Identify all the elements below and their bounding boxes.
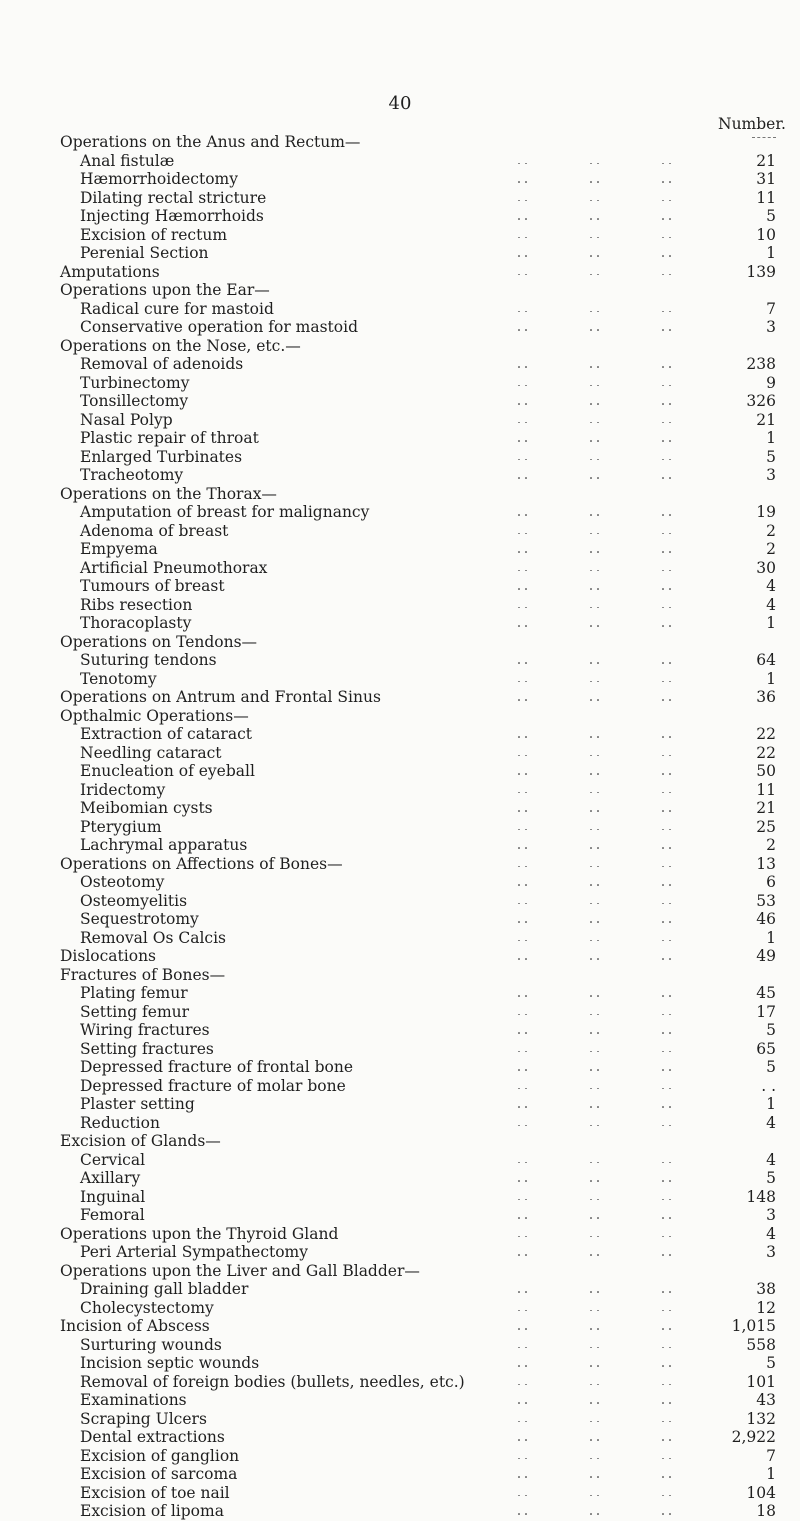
row-label: Anal fistulæ xyxy=(80,152,178,171)
row-value: 17 xyxy=(756,1002,776,1021)
table-row xyxy=(0,1373,800,1392)
row-label: Excision of toe nail xyxy=(80,1484,234,1503)
row-label: Hæmorrhoidectomy xyxy=(80,170,242,189)
row-label: Reduction xyxy=(80,1114,164,1133)
row-value: 11 xyxy=(756,780,776,799)
table-row xyxy=(0,559,800,578)
table-row xyxy=(0,966,800,985)
table-row xyxy=(0,355,800,374)
row-label: Surturing wounds xyxy=(80,1336,226,1355)
row-label: Osteotomy xyxy=(80,873,168,892)
table-row xyxy=(0,466,800,485)
row-label: Adenoma of breast xyxy=(80,522,232,541)
row-label: Tracheotomy xyxy=(80,466,187,485)
table-row xyxy=(0,1095,800,1114)
row-label: Plating femur xyxy=(80,984,192,1003)
table-row xyxy=(0,1077,800,1096)
row-label: Operations on Tendons— xyxy=(60,633,261,652)
table-row xyxy=(0,503,800,522)
row-value: 2 xyxy=(766,540,776,558)
table-row xyxy=(0,1391,800,1410)
table-row xyxy=(0,392,800,411)
table-row xyxy=(0,540,800,559)
table-row xyxy=(0,244,800,263)
table-row xyxy=(0,725,800,744)
row-label: Enlarged Turbinates xyxy=(80,448,246,467)
table-row xyxy=(0,577,800,596)
table-row xyxy=(0,1188,800,1207)
row-label: Conservative operation for mastoid xyxy=(80,318,362,337)
row-value: 11 xyxy=(756,188,776,207)
row-value: 101 xyxy=(746,1372,776,1391)
row-value: 21 xyxy=(756,151,776,170)
row-value: 13 xyxy=(756,854,776,873)
row-value: 46 xyxy=(756,910,776,928)
row-value: 21 xyxy=(756,410,776,429)
row-label: Depressed fracture of molar bone xyxy=(80,1077,350,1096)
row-value: 326 xyxy=(746,392,776,410)
row-value: 22 xyxy=(756,725,776,743)
row-value: 4 xyxy=(766,577,776,595)
operations-table xyxy=(0,133,800,1521)
row-label: Amputations xyxy=(60,263,164,282)
table-row xyxy=(0,1465,800,1484)
row-value: 18 xyxy=(756,1502,776,1520)
table-row xyxy=(0,596,800,615)
row-label: Empyema xyxy=(80,540,162,559)
row-value: 19 xyxy=(756,503,776,521)
row-value: 238 xyxy=(746,355,776,373)
table-row xyxy=(0,1336,800,1355)
table-row xyxy=(0,300,800,319)
row-value: 5 xyxy=(766,207,776,225)
row-value: 5 xyxy=(766,1058,776,1076)
table-row xyxy=(0,651,800,670)
row-value: 2 xyxy=(766,521,776,540)
row-label: Tumours of breast xyxy=(80,577,229,596)
row-value: 3 xyxy=(766,1243,776,1261)
row-value: 38 xyxy=(756,1280,776,1298)
row-label: Operations on the Nose, etc.— xyxy=(60,337,305,356)
table-row xyxy=(0,1169,800,1188)
row-value: 139 xyxy=(746,262,776,281)
row-value: 104 xyxy=(746,1483,776,1502)
row-label: Incision of Abscess xyxy=(60,1317,214,1336)
row-label: Axillary xyxy=(80,1169,144,1188)
row-value: 4 xyxy=(766,1113,776,1132)
table-row xyxy=(0,411,800,430)
row-value: 9 xyxy=(766,373,776,392)
row-value: 50 xyxy=(756,762,776,780)
row-value: 558 xyxy=(746,1335,776,1354)
table-row xyxy=(0,1243,800,1262)
table-row xyxy=(0,1114,800,1133)
table-row xyxy=(0,836,800,855)
row-value: 7 xyxy=(766,299,776,318)
table-row xyxy=(0,318,800,337)
row-label: Operations upon the Thyroid Gland xyxy=(60,1225,342,1244)
table-row xyxy=(0,152,800,171)
row-value: 4 xyxy=(766,1150,776,1169)
row-label: Perenial Section xyxy=(80,244,213,263)
row-label: Thoracoplasty xyxy=(80,614,195,633)
table-row xyxy=(0,1206,800,1225)
row-value: 1 xyxy=(766,1465,776,1483)
row-value: 25 xyxy=(756,817,776,836)
row-label: Dilating rectal stricture xyxy=(80,189,270,208)
page-number: 40 xyxy=(388,93,412,114)
table-row xyxy=(0,670,800,689)
row-value: 65 xyxy=(756,1039,776,1058)
row-label: Operations on the Thorax— xyxy=(60,485,281,504)
row-value: 5 xyxy=(766,1021,776,1039)
row-value: 1 xyxy=(766,669,776,688)
table-row xyxy=(0,1058,800,1077)
row-value: 7 xyxy=(766,1446,776,1465)
row-label: Operations on Antrum and Frontal Sinus xyxy=(60,688,385,707)
row-label: Depressed fracture of frontal bone xyxy=(80,1058,357,1077)
row-label: Operations on Affections of Bones— xyxy=(60,855,347,874)
row-value: 1 xyxy=(766,244,776,262)
row-value: 49 xyxy=(756,947,776,965)
row-label: Tenotomy xyxy=(80,670,161,689)
table-row xyxy=(0,1299,800,1318)
row-value: 1 xyxy=(766,614,776,632)
table-row xyxy=(0,688,800,707)
table-row xyxy=(0,133,800,152)
row-label: Amputation of breast for malignancy xyxy=(80,503,373,522)
table-row xyxy=(0,189,800,208)
table-row xyxy=(0,429,800,448)
row-value: 3 xyxy=(766,318,776,336)
table-row xyxy=(0,207,800,226)
row-label: Removal of adenoids xyxy=(80,355,247,374)
row-value: 12 xyxy=(756,1298,776,1317)
row-value: 31 xyxy=(756,170,776,188)
row-label: Pterygium xyxy=(80,818,166,837)
row-label: Dislocations xyxy=(60,947,160,966)
row-label: Excision of Glands— xyxy=(60,1132,225,1151)
table-row xyxy=(0,281,800,300)
row-label: Iridectomy xyxy=(80,781,169,800)
row-label: Radical cure for mastoid xyxy=(80,300,278,319)
table-row xyxy=(0,744,800,763)
table-row xyxy=(0,337,800,356)
row-value: 3 xyxy=(766,1206,776,1224)
table-row xyxy=(0,855,800,874)
table-row xyxy=(0,947,800,966)
table-row xyxy=(0,1003,800,1022)
table-row xyxy=(0,1484,800,1503)
row-label: Lachrymal apparatus xyxy=(80,836,251,855)
row-label: Excision of rectum xyxy=(80,226,231,245)
row-label: Sequestrotomy xyxy=(80,910,203,929)
row-label: Wiring fractures xyxy=(80,1021,214,1040)
row-value: 21 xyxy=(756,799,776,817)
table-row xyxy=(0,892,800,911)
table-row xyxy=(0,170,800,189)
table-row xyxy=(0,1447,800,1466)
table-row xyxy=(0,1502,800,1521)
table-row xyxy=(0,910,800,929)
row-label: Removal of foreign bodies (bullets, needles, etc.) xyxy=(80,1373,469,1392)
row-label: Operations upon the Ear— xyxy=(60,281,274,300)
row-label: Cholecystectomy xyxy=(80,1299,218,1318)
row-value: 5 xyxy=(766,447,776,466)
row-value: 5 xyxy=(766,1354,776,1372)
row-label: Artificial Pneumothorax xyxy=(80,559,271,578)
table-row xyxy=(0,614,800,633)
row-label: Excision of lipoma xyxy=(80,1502,228,1521)
row-label: Cervical xyxy=(80,1151,149,1170)
row-value: 1 xyxy=(766,429,776,447)
table-row xyxy=(0,1410,800,1429)
row-label: Plaster setting xyxy=(80,1095,199,1114)
table-row xyxy=(0,633,800,652)
row-label: Opthalmic Operations— xyxy=(60,707,253,726)
row-label: Turbinectomy xyxy=(80,374,193,393)
table-row xyxy=(0,1021,800,1040)
table-row xyxy=(0,522,800,541)
table-row xyxy=(0,1354,800,1373)
row-value: 10 xyxy=(756,225,776,244)
row-value: 43 xyxy=(756,1391,776,1409)
row-label: Excision of ganglion xyxy=(80,1447,243,1466)
row-value: 4 xyxy=(766,1224,776,1243)
table-row xyxy=(0,1225,800,1244)
row-label: Osteomyelitis xyxy=(80,892,191,911)
row-value: . . xyxy=(761,1076,776,1095)
row-value: 2 xyxy=(766,836,776,854)
table-row xyxy=(0,1317,800,1336)
table-row xyxy=(0,1132,800,1151)
row-label: Femoral xyxy=(80,1206,149,1225)
table-row xyxy=(0,263,800,282)
table-row xyxy=(0,485,800,504)
row-value: 30 xyxy=(756,558,776,577)
table-row xyxy=(0,707,800,726)
row-label: Dental extractions xyxy=(80,1428,229,1447)
table-row xyxy=(0,1151,800,1170)
table-row xyxy=(0,984,800,1003)
row-label: Draining gall bladder xyxy=(80,1280,252,1299)
row-label: Suturing tendons xyxy=(80,651,221,670)
table-row xyxy=(0,873,800,892)
row-label: Setting fractures xyxy=(80,1040,218,1059)
row-label: Setting femur xyxy=(80,1003,193,1022)
row-value: 53 xyxy=(756,891,776,910)
row-label: Scraping Ulcers xyxy=(80,1410,211,1429)
row-value: 1,015 xyxy=(731,1317,776,1335)
row-value: 148 xyxy=(746,1187,776,1206)
row-label: Fractures of Bones— xyxy=(60,966,229,985)
table-row xyxy=(0,818,800,837)
row-label: Tonsillectomy xyxy=(80,392,192,411)
table-row xyxy=(0,929,800,948)
table-row xyxy=(0,762,800,781)
row-label: Inguinal xyxy=(80,1188,149,1207)
row-value: 5 xyxy=(766,1169,776,1187)
row-label: Excision of sarcoma xyxy=(80,1465,241,1484)
row-value: 132 xyxy=(746,1409,776,1428)
row-value: 1 xyxy=(766,928,776,947)
row-label: Ribs resection xyxy=(80,596,196,615)
table-row xyxy=(0,1040,800,1059)
row-label: Meibomian cysts xyxy=(80,799,217,818)
table-row xyxy=(0,1280,800,1299)
row-value: 4 xyxy=(766,595,776,614)
row-value: 36 xyxy=(756,688,776,706)
row-value: 1 xyxy=(766,1095,776,1113)
table-row xyxy=(0,1428,800,1447)
row-label: Extraction of cataract xyxy=(80,725,256,744)
row-label: Incision septic wounds xyxy=(80,1354,263,1373)
row-label: Operations on the Anus and Rectum— xyxy=(60,133,364,152)
table-row xyxy=(0,1262,800,1281)
table-row xyxy=(0,448,800,467)
table-row xyxy=(0,226,800,245)
row-label: Peri Arterial Sympathectomy xyxy=(80,1243,312,1262)
row-value: 64 xyxy=(756,651,776,669)
row-label: Nasal Polyp xyxy=(80,411,177,430)
table-row xyxy=(0,374,800,393)
row-label: Plastic repair of throat xyxy=(80,429,263,448)
row-value: 3 xyxy=(766,466,776,484)
row-label: Examinations xyxy=(80,1391,191,1410)
row-label: Needling cataract xyxy=(80,744,226,763)
row-label: Removal Os Calcis xyxy=(80,929,230,948)
row-value: 2,922 xyxy=(731,1428,776,1446)
row-label: Operations upon the Liver and Gall Bladder— xyxy=(60,1262,424,1281)
row-value: 6 xyxy=(766,873,776,891)
table-row xyxy=(0,781,800,800)
table-row xyxy=(0,799,800,818)
row-label: Enucleation of eyeball xyxy=(80,762,259,781)
row-label: Injecting Hæmorrhoids xyxy=(80,207,268,226)
row-value: 45 xyxy=(756,984,776,1002)
row-value: 22 xyxy=(756,743,776,762)
number-column-header: Number. xyxy=(718,115,786,133)
